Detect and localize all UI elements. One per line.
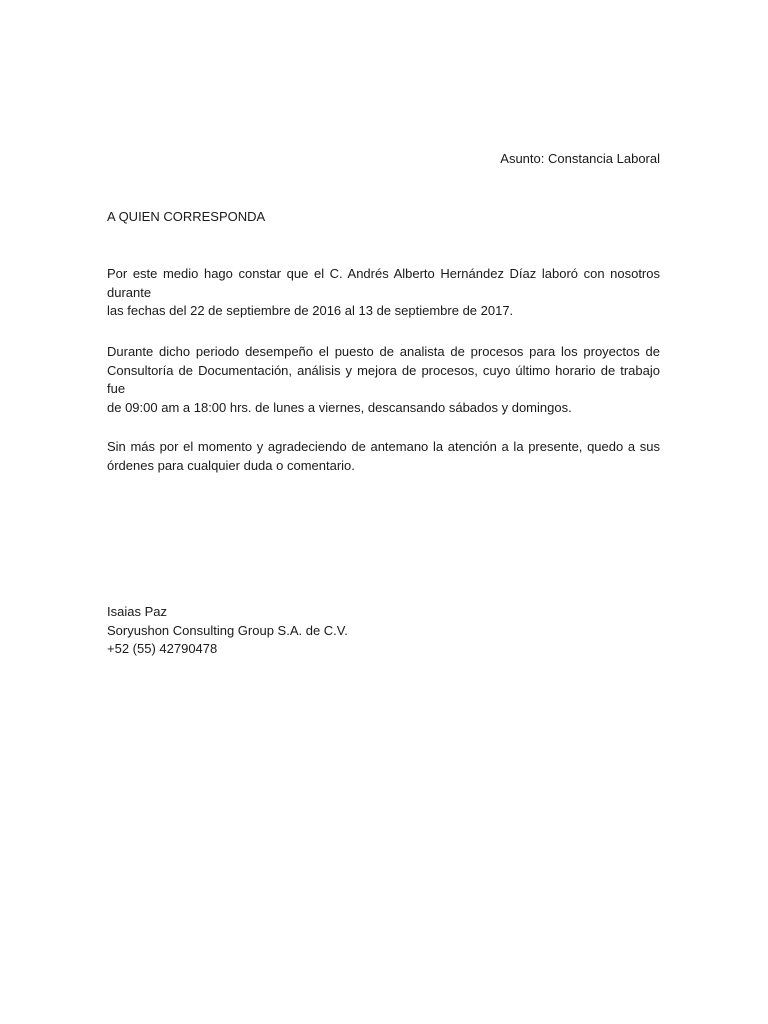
salutation-text: A QUIEN CORRESPONDA bbox=[107, 209, 266, 224]
paragraph3-line2: órdenes para cualquier duda o comentario. bbox=[107, 457, 355, 473]
paragraph1-line1: Por este medio hago constar que el C. Andrés Alberto Hernández Díaz laboró con nosotros durante bbox=[107, 266, 660, 300]
letter-subject: Asunto: Constancia Laboral bbox=[500, 151, 660, 166]
signature-block bbox=[107, 603, 660, 659]
paragraph1-line2: las fechas del 22 de septiembre de 2016 al 13 de septiembre de 2017. bbox=[107, 303, 514, 319]
paragraph2-line1: Durante dicho periodo desempeño el puesto de analista de procesos para los proyectos de bbox=[107, 344, 660, 359]
letter-salutation bbox=[107, 208, 660, 227]
paragraph-position-details bbox=[107, 343, 660, 418]
signer-name: Isaias Paz bbox=[107, 604, 167, 619]
paragraph3-line1: Sin más por el momento y agradeciendo de antemano la atención a la presente, quedo a sus bbox=[107, 439, 660, 454]
signer-company: Soryushon Consulting Group S.A. de C.V. bbox=[107, 622, 348, 638]
paragraph-closing bbox=[107, 438, 660, 475]
signer-phone: +52 (55) 42790478 bbox=[107, 641, 218, 656]
paragraph2-line2: Consultoría de Documentación, análisis y mejora de procesos, cuyo último horario de trabajo fue bbox=[107, 362, 660, 397]
paragraph2-line3: de 09:00 am a 18:00 hrs. de lunes a viernes, descansando sábados y domingos. bbox=[107, 400, 572, 416]
paragraph-employment-dates bbox=[107, 265, 660, 321]
